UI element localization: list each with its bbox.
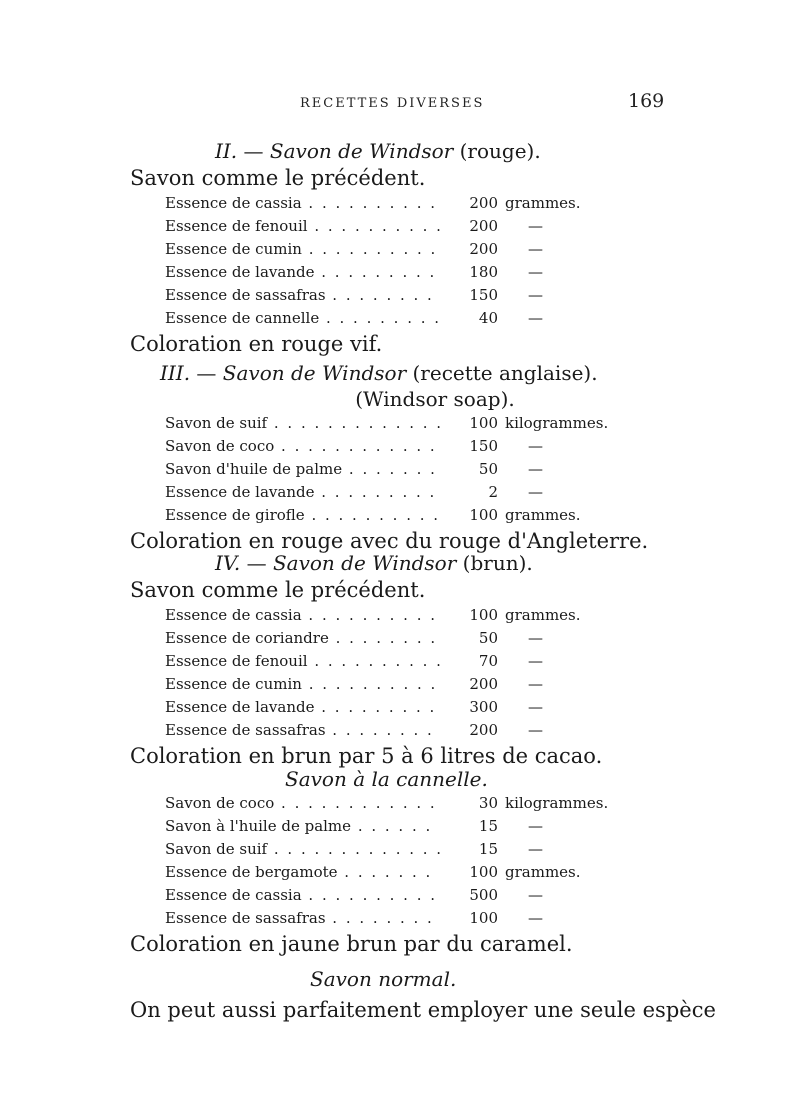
ingredient-name: Savon de coco . . . <box>165 792 455 815</box>
ingredient-row <box>0 792 800 815</box>
ingredient-quantity: 200 <box>440 238 498 261</box>
ingredient-unit: — <box>528 909 543 927</box>
ingredient-row <box>0 673 800 696</box>
ingredient-quantity: 200 <box>440 673 498 696</box>
ingredient-name: Savon de coco . . . <box>165 435 455 458</box>
recipe-heading <box>0 138 800 164</box>
ingredient-unit: grammes. <box>505 863 581 881</box>
recipe-section <box>0 550 800 770</box>
coloration-note: Coloration en rouge vif. <box>130 332 383 356</box>
ingredient-row <box>0 627 800 650</box>
ingredient-row <box>0 861 800 884</box>
ingredient-unit: — <box>528 817 543 835</box>
recipe-subtitle: (Windsor soap). <box>355 387 515 411</box>
ingredient-unit: — <box>528 437 543 455</box>
coloration-note: Coloration en jaune brun par du caramel. <box>130 932 573 956</box>
ingredient-quantity: 100 <box>440 861 498 884</box>
ingredient-quantity: 50 <box>440 458 498 481</box>
ingredient-row <box>0 504 800 527</box>
ingredient-name: Essence de cumin . . . <box>165 238 455 261</box>
ingredient-row <box>0 815 800 838</box>
final-heading-title: Savon normal. <box>310 967 457 991</box>
ingredient-row <box>0 284 800 307</box>
recipe-section <box>0 138 800 358</box>
ingredient-name: Savon d'huile de palme . . . <box>165 458 455 481</box>
ingredient-quantity: 50 <box>440 627 498 650</box>
ingredient-row <box>0 412 800 435</box>
ingredient-name: Savon à l'huile de palme . . . <box>165 815 455 838</box>
ingredient-row <box>0 481 800 504</box>
ingredient-name: Essence de fenouil . . . <box>165 215 455 238</box>
ingredient-name: Essence de cumin . . . <box>165 673 455 696</box>
ingredient-name: Essence de cassia . . . <box>165 192 455 215</box>
ingredient-name: Savon de suif . . . <box>165 412 455 435</box>
ingredient-name: Savon de suif . . . <box>165 838 455 861</box>
ingredient-name: Essence de bergamote . . . <box>165 861 455 884</box>
ingredient-name: Essence de cassia . . . <box>165 884 455 907</box>
ingredient-row <box>0 884 800 907</box>
ingredient-quantity: 200 <box>440 719 498 742</box>
recipe-title-rest: (rouge). <box>459 139 541 163</box>
ingredient-unit: grammes. <box>505 606 581 624</box>
recipe-title-rest: (recette anglaise). <box>412 361 598 385</box>
coloration-note: Coloration en rouge avec du rouge d'Angleterre. <box>130 529 649 553</box>
ingredient-list <box>0 604 800 742</box>
ingredient-unit: — <box>528 840 543 858</box>
ingredient-quantity: 70 <box>440 650 498 673</box>
heading-dash: — <box>240 551 273 575</box>
ingredient-quantity: 500 <box>440 884 498 907</box>
ingredient-unit: — <box>528 652 543 670</box>
ingredient-unit: — <box>528 721 543 739</box>
closing-text: On peut aussi parfaitement employer une seule espèce <box>130 998 716 1022</box>
final-heading <box>0 966 800 992</box>
ingredient-unit: grammes. <box>505 506 581 524</box>
ingredient-row <box>0 192 800 215</box>
recipe-intro: Savon comme le précédent. <box>130 578 426 602</box>
ingredient-row <box>0 907 800 930</box>
recipe-title: Savon de Windsor <box>269 139 454 163</box>
ingredient-quantity: 100 <box>440 412 498 435</box>
ingredient-list <box>0 412 800 527</box>
ingredient-quantity: 100 <box>440 604 498 627</box>
ingredient-name: Essence de cassia . . . <box>165 604 455 627</box>
coloration-note: Coloration en brun par 5 à 6 litres de cacao. <box>130 744 603 768</box>
recipe-number: IV. <box>215 551 241 575</box>
ingredient-name: Essence de sassafras . . . <box>165 907 455 930</box>
ingredient-name: Essence de coriandre . . . <box>165 627 455 650</box>
heading-dash: — <box>190 361 223 385</box>
ingredient-unit: — <box>528 460 543 478</box>
ingredient-list <box>0 792 800 930</box>
recipe-heading <box>0 550 800 576</box>
ingredient-row <box>0 435 800 458</box>
recipe-title-rest: (brun). <box>462 551 533 575</box>
ingredient-unit: kilogrammes. <box>505 794 609 812</box>
ingredient-quantity: 15 <box>440 815 498 838</box>
ingredient-unit: — <box>528 629 543 647</box>
ingredient-name: Essence de sassafras . . . <box>165 719 455 742</box>
ingredient-quantity: 300 <box>440 696 498 719</box>
ingredient-row <box>0 238 800 261</box>
ingredient-quantity: 180 <box>440 261 498 284</box>
ingredient-unit: — <box>528 675 543 693</box>
ingredient-quantity: 40 <box>440 307 498 330</box>
ingredient-quantity: 15 <box>440 838 498 861</box>
page-header <box>0 88 800 118</box>
recipe-section <box>0 766 800 958</box>
ingredient-quantity: 150 <box>440 284 498 307</box>
recipe-heading <box>0 766 800 792</box>
ingredient-name: Essence de lavande . . . <box>165 696 455 719</box>
ingredient-row <box>0 696 800 719</box>
ingredient-unit: — <box>528 309 543 327</box>
ingredient-quantity: 100 <box>440 907 498 930</box>
ingredient-quantity: 30 <box>440 792 498 815</box>
ingredient-name: Essence de fenouil . . . <box>165 650 455 673</box>
recipe-number: III. <box>160 361 191 385</box>
ingredient-name: Essence de cannelle . . . <box>165 307 455 330</box>
ingredient-row <box>0 261 800 284</box>
ingredient-unit: — <box>528 886 543 904</box>
page-number: 169 <box>628 90 665 112</box>
ingredient-name: Essence de lavande . . . <box>165 481 455 504</box>
recipe-section <box>0 360 800 555</box>
ingredient-row <box>0 458 800 481</box>
ingredient-unit: kilogrammes. <box>505 414 609 432</box>
ingredient-unit: — <box>528 263 543 281</box>
recipe-title: Savon de Windsor <box>222 361 407 385</box>
ingredient-row <box>0 650 800 673</box>
ingredient-unit: — <box>528 286 543 304</box>
recipe-title: Savon à la cannelle. <box>285 767 488 791</box>
running-head: RECETTES DIVERSES <box>300 96 485 111</box>
ingredient-quantity: 100 <box>440 504 498 527</box>
ingredient-unit: grammes. <box>505 194 581 212</box>
ingredient-unit: — <box>528 698 543 716</box>
ingredient-quantity: 200 <box>440 215 498 238</box>
ingredient-row <box>0 719 800 742</box>
ingredient-quantity: 200 <box>440 192 498 215</box>
ingredient-row <box>0 307 800 330</box>
ingredient-name: Essence de girofle . . . <box>165 504 455 527</box>
ingredient-row <box>0 604 800 627</box>
recipe-number: II. <box>215 139 238 163</box>
ingredient-quantity: 2 <box>440 481 498 504</box>
ingredient-list <box>0 192 800 330</box>
ingredient-unit: — <box>528 483 543 501</box>
ingredient-unit: — <box>528 240 543 258</box>
ingredient-row <box>0 215 800 238</box>
ingredient-name: Essence de lavande . . . <box>165 261 455 284</box>
ingredient-name: Essence de sassafras . . . <box>165 284 455 307</box>
ingredient-quantity: 150 <box>440 435 498 458</box>
recipe-intro: Savon comme le précédent. <box>130 166 426 190</box>
recipe-title: Savon de Windsor <box>272 551 457 575</box>
heading-dash: — <box>237 139 270 163</box>
ingredient-unit: — <box>528 217 543 235</box>
ingredient-row <box>0 838 800 861</box>
recipe-heading <box>0 360 800 386</box>
